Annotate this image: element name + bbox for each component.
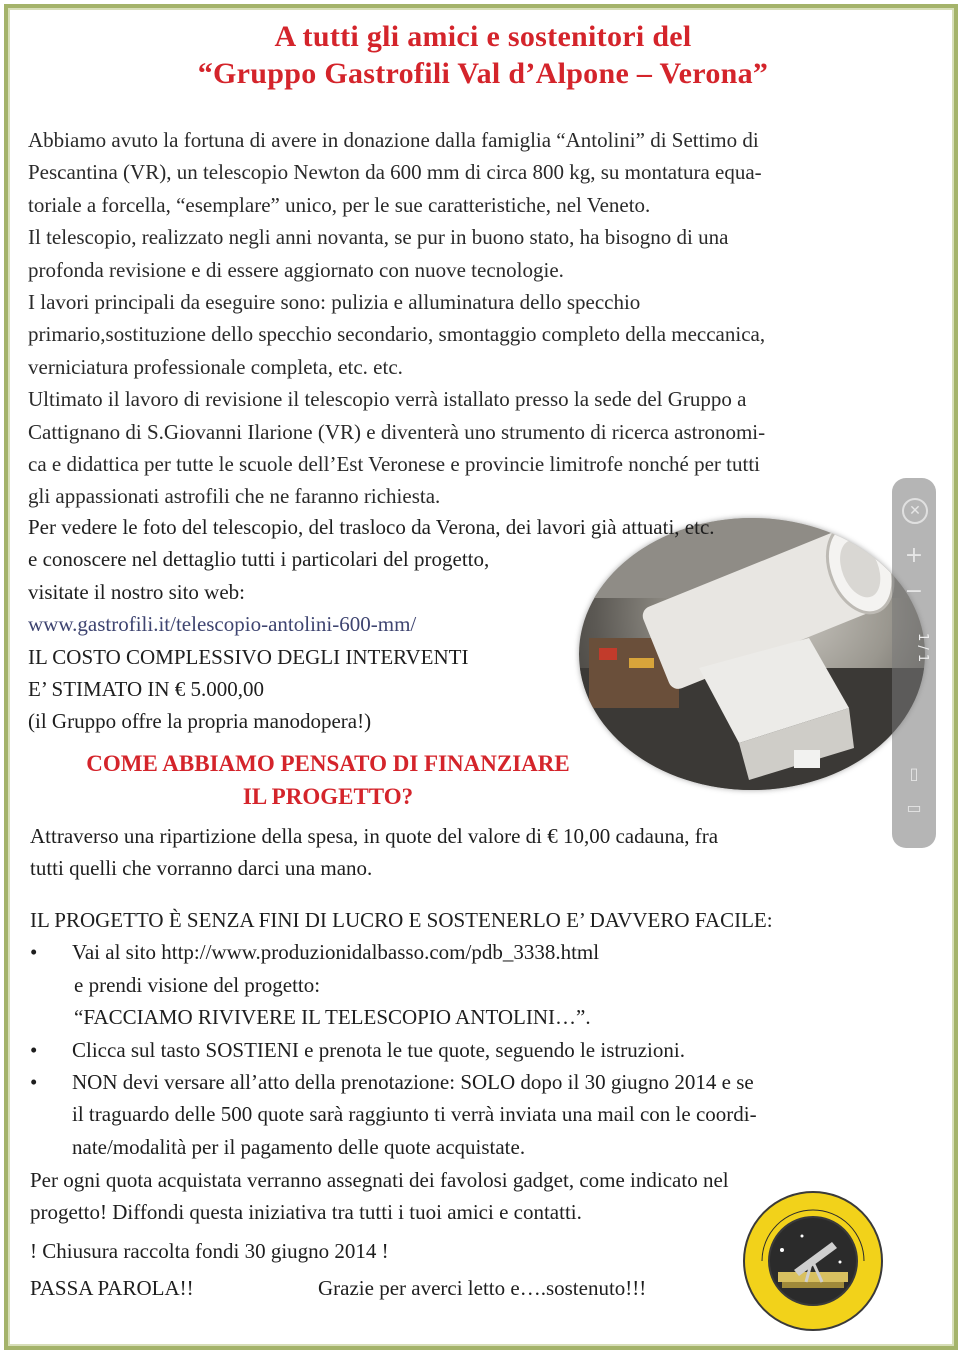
list-item xyxy=(30,1066,930,1163)
funding-heading-line: IL PROGETTO? xyxy=(242,784,414,809)
funding-line: Attraverso una ripartizione della spesa, in quote del valore di € 10,00 cadauna, fra xyxy=(30,824,719,848)
deadline-text: ! Chiusura raccolta fondi 30 giugno 2014 ! xyxy=(30,1239,389,1263)
intro-text xyxy=(28,124,928,513)
cost-line: E’ STIMATO IN € 5.000,00 xyxy=(28,677,265,702)
intro-line: Ultimato il lavoro di revisione il telescopio verrà istallato presso la sede del Gruppo a xyxy=(28,387,747,412)
funding-heading-line: COME ABBIAMO PENSATO DI FINANZIARE xyxy=(86,751,570,776)
how-to-support xyxy=(30,904,930,1163)
fit-page-icon[interactable]: ▯ xyxy=(909,764,919,783)
zoom-in-button[interactable]: + xyxy=(904,543,924,568)
intro-line: Pescantina (VR), un telescopio Newton da 600 mm di circa 800 kg, su montatura equa- xyxy=(28,160,762,185)
pass-the-word: PASSA PAROLA!! xyxy=(30,1276,194,1300)
step-line: nate/modalità per il pagamento delle quote acquistate. xyxy=(72,1134,526,1159)
gastrofili-logo xyxy=(742,1190,884,1332)
intro-line: I lavori principali da eseguire sono: pulizia e alluminatura dello specchio xyxy=(28,290,641,315)
photos-line: e conoscere nel dettaglio tutti i particolari del progetto, xyxy=(28,547,490,572)
zoom-out-button[interactable]: − xyxy=(904,579,924,604)
step-line: Vai al sito http://www.produzionidalbasso.com/pdb_3338.html xyxy=(72,940,600,965)
intro-line: Il telescopio, realizzato negli anni novanta, se pur in buono stato, ha bisogno di una xyxy=(28,225,729,250)
cost-note: (il Gruppo offre la propria manodopera!) xyxy=(28,709,372,734)
intro-line: verniciatura professionale completa, etc. etc. xyxy=(28,354,403,379)
website-link[interactable]: www.gastrofili.it/telescopio-antolini-600-mm/ xyxy=(28,612,417,637)
step-line: e prendi visione del progetto: xyxy=(74,972,321,997)
page-indicator: 1 / 1 xyxy=(915,633,930,663)
closing-line: Per ogni quota acquistata verranno assegnati dei favolosi gadget, come indicato nel xyxy=(30,1168,729,1192)
page-title xyxy=(0,18,966,92)
step-line: NON devi versare all’atto della prenotazione: SOLO dopo il 30 giugno 2014 e se xyxy=(72,1070,754,1095)
intro-line: gli appassionati astrofili che ne faranno richiesta. xyxy=(28,484,441,509)
bullet: • xyxy=(30,940,38,965)
bullet: • xyxy=(30,1037,38,1062)
steps-list xyxy=(30,936,930,1163)
intro-line: toriale a forcella, “esemplare” unico, per le sue caratteristiche, nel Veneto. xyxy=(28,192,651,217)
closing-line: progetto! Diffondi questa iniziativa tra tutti i tuoi amici e contatti. xyxy=(30,1200,582,1225)
funding-text xyxy=(30,820,930,885)
intro-line: Abbiamo avuto la fortuna di avere in donazione dalla famiglia “Antolini” di Settimo di xyxy=(28,128,759,152)
logo-seal-icon xyxy=(742,1190,884,1332)
funding-line: tutti quelli che vorranno darci una mano. xyxy=(30,856,373,881)
photos-and-cost xyxy=(28,511,928,738)
funding-heading xyxy=(28,747,628,813)
list-item xyxy=(30,1034,930,1066)
close-icon[interactable]: ✕ xyxy=(902,498,928,524)
intro-line: Cattignano di S.Giovanni Ilarione (VR) e diventerà uno strumento di ricerca astronomi- xyxy=(28,419,766,444)
photos-line: visitate il nostro sito web: xyxy=(28,579,245,604)
list-item xyxy=(30,936,930,1033)
step-line: Clicca sul tasto SOSTIENI e prenota le tue quote, seguendo le istruzioni. xyxy=(72,1037,685,1062)
intro-line: profonda revisione e di essere aggiornato con nuove tecnologie. xyxy=(28,257,564,282)
intro-line: primario,sostituzione dello specchio secondario, smontaggio completo della meccanica, xyxy=(28,322,766,347)
thanks-text: Grazie per averci letto e….sostenuto!!! xyxy=(318,1276,647,1300)
step-line: “FACCIAMO RIVIVERE IL TELESCOPIO ANTOLINI…”. xyxy=(74,1005,591,1030)
photos-line: Per vedere le foto del telescopio, del trasloco da Verona, dei lavori già attuati, etc. xyxy=(28,515,715,539)
fit-width-icon[interactable]: ▭ xyxy=(906,798,922,817)
bullet: • xyxy=(30,1070,38,1095)
intro-line: ca e didattica per tutte le scuole dell’Est Veronese e provincie limitrofe nonché per tutti xyxy=(28,452,761,477)
cost-line: IL COSTO COMPLESSIVO DEGLI INTERVENTI xyxy=(28,644,469,669)
title-line-1: A tutti gli amici e sostenitori del xyxy=(274,20,692,53)
step-line: il traguardo delle 500 quote sarà raggiunto ti verrà inviata una mail con le coordi- xyxy=(72,1102,757,1127)
title-line-2: “Gruppo Gastrofili Val d’Alpone – Verona” xyxy=(197,57,769,90)
nonprofit-heading: IL PROGETTO È SENZA FINI DI LUCRO E SOSTENERLO E’ DAVVERO FACILE: xyxy=(30,908,773,932)
